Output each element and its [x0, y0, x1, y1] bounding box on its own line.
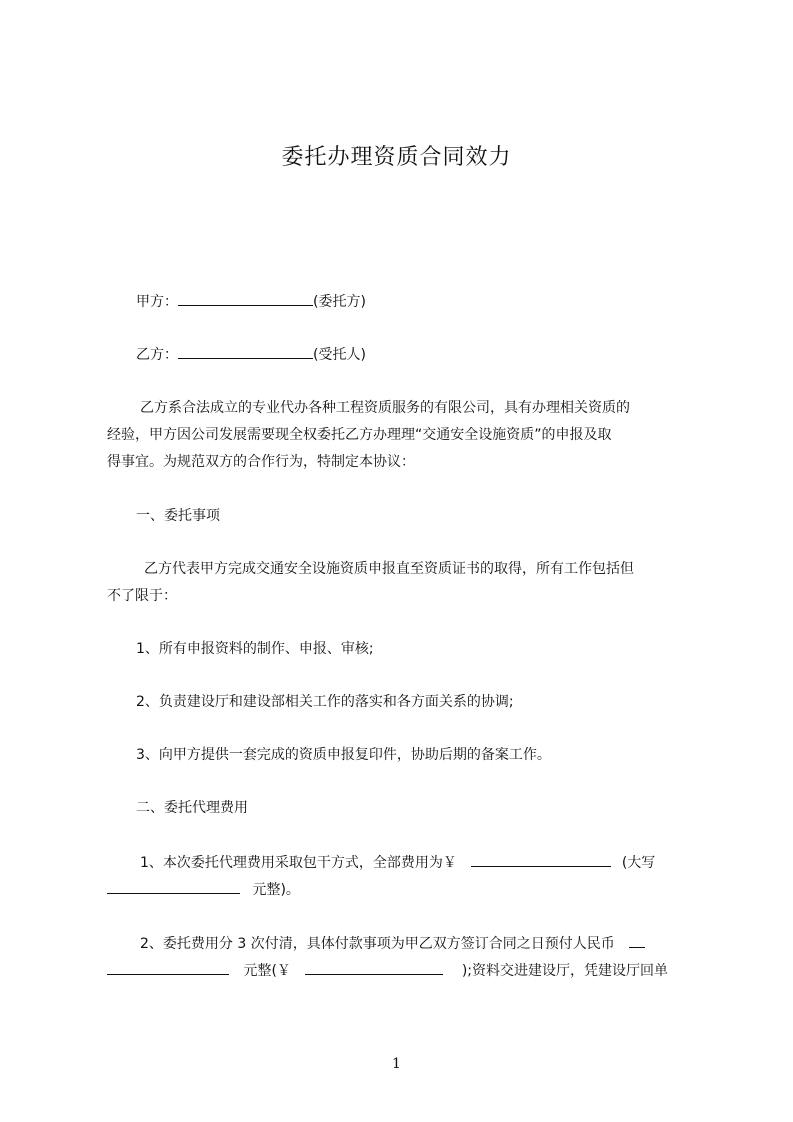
party-b-label: 乙方：: [136, 347, 178, 363]
fee2-prepay-blank: [107, 960, 229, 975]
fee1-uppercase-blank: [107, 879, 240, 894]
fee2-line2-mid: 元整(￥: [243, 963, 291, 979]
party-a-blank: [178, 291, 313, 306]
section2-heading: 二、委托代理费用: [136, 800, 248, 816]
list-item-3: 3、向甲方提供一套完成的资质申报复印件，协助后期的备案工作。: [136, 747, 551, 763]
fee2-amount-blank: [305, 960, 443, 975]
party-a-label: 甲方：: [136, 294, 178, 310]
fee1-line-2: [107, 879, 300, 900]
fee1-line2-tail: 元整)。: [252, 882, 300, 898]
party-b-role: (受托人): [313, 347, 366, 363]
document-title: 委托办理资质合同效力: [281, 145, 512, 170]
fee2-line2-tail: );资料交进建设厅，凭建设厅回单: [461, 963, 669, 979]
party-b-line: [136, 344, 366, 365]
intro-line-2: 经验，甲方因公司发展需要现全权委托乙方办理理“交通安全设施资质”的申报及取: [107, 427, 612, 443]
intro-line-1: 乙方系合法成立的专业代办各种工程资质服务的有限公司，具有办理相关资质的: [140, 400, 630, 416]
fee2-text: 2、委托费用分 3 次付清，具体付款事项为甲乙双方签订合同之日预付人民币: [140, 936, 615, 952]
fee2-line-1: [140, 933, 645, 954]
section1-heading: 一、委托事项: [136, 508, 220, 524]
section1-line-2: 不了限于：: [107, 588, 177, 604]
fee2-prepay-blank-start: [629, 933, 645, 948]
party-a-role: (委托方): [313, 294, 366, 310]
list-item-1: 1、所有申报资料的制作、申报、审核;: [136, 641, 374, 657]
intro-line-3: 得事宜。为规范双方的合作行为，特制定本协议：: [107, 454, 415, 470]
fee1-tail: (大写: [621, 855, 656, 871]
list-item-2: 2、负责建设厅和建设部相关工作的落实和各方面关系的协调;: [136, 694, 514, 710]
fee1-line-1: [140, 852, 655, 873]
fee1-text: 1、本次委托代理费用采取包干方式，全部费用为￥: [140, 855, 457, 871]
fee1-amount-blank: [471, 852, 611, 867]
party-a-line: [136, 291, 366, 312]
party-b-blank: [178, 344, 313, 359]
page-number: 1: [392, 1056, 401, 1072]
fee2-line-2: [107, 960, 668, 981]
section1-line-1: 乙方代表甲方完成交通安全设施资质申报直至资质证书的取得，所有工作包括但: [144, 561, 634, 577]
